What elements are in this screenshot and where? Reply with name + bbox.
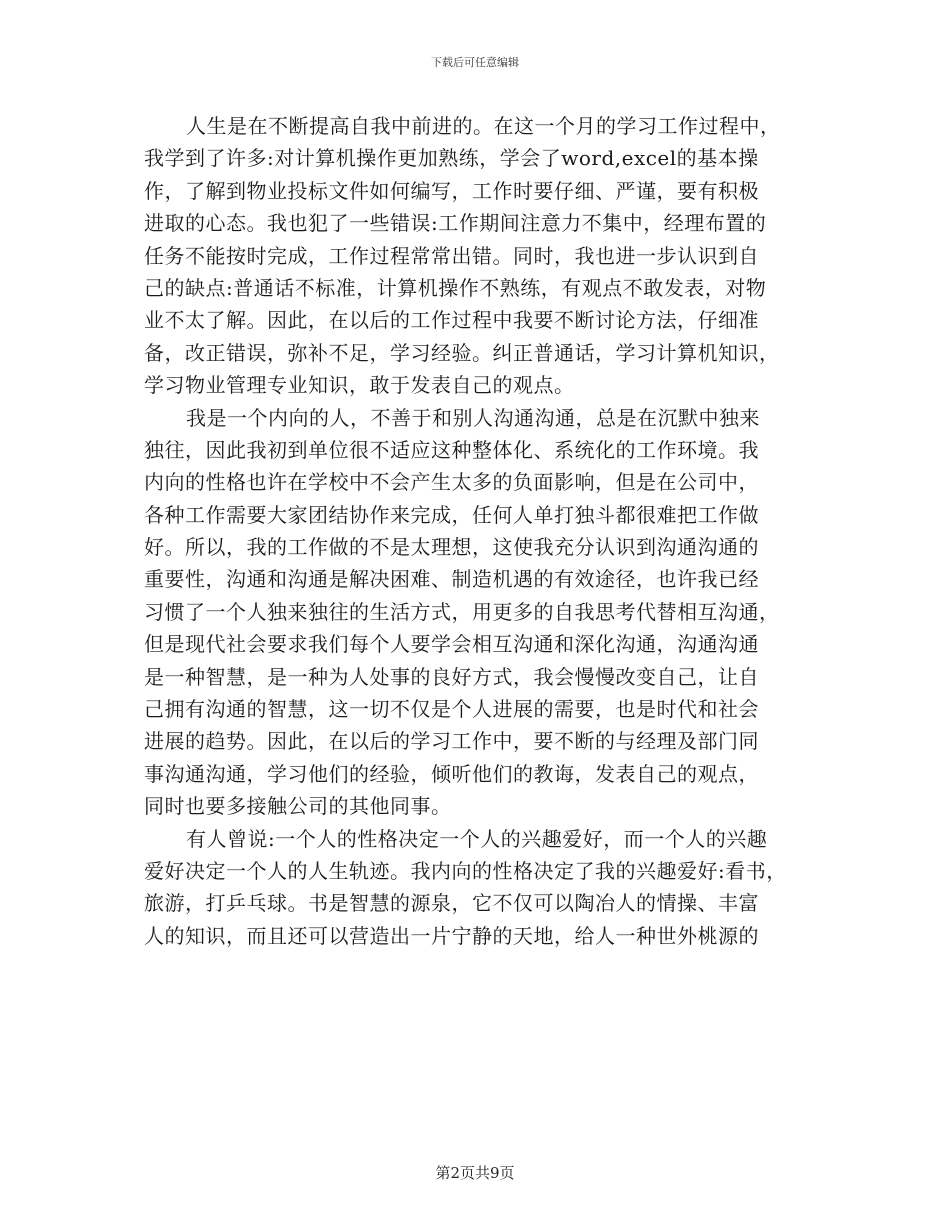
text-line: 习惯了一个人独来独往的生活方式，用更多的自我思考代替相互沟通， — [144, 599, 780, 624]
text-line: 己的缺点:普通话不标准，计算机操作不熟练，有观点不敢发表，对物 — [144, 275, 767, 300]
text-line: 进展的趋势。因此，在以后的学习工作中，要不断的与经理及部门同 — [144, 729, 759, 754]
text-line: 事沟通沟通，学习他们的经验，倾听他们的教诲，发表自己的观点， — [144, 761, 759, 786]
text-line: 业不太了解。因此，在以后的工作过程中我要不断讨论方法，仔细准 — [144, 308, 759, 333]
text-line: 内向的性格也许在学校中不会产生太多的负面影响，但是在公司中， — [144, 470, 759, 495]
text-line: 己拥有沟通的智慧，这一切不仅是个人进展的需要，也是时代和社会 — [144, 697, 759, 722]
text-line: 我是一个内向的人，不善于和别人沟通沟通，总是在沉默中独来 — [186, 405, 760, 430]
document-body — [144, 110, 814, 952]
text-line: 任务不能按时完成，工作过程常常出错。同时，我也进一步认识到自 — [144, 243, 759, 268]
text-line: 人生是在不断提高自我中前进的。在这一个月的学习工作过程中， — [186, 114, 781, 138]
text-line: 好。所以，我的工作做的不是太理想，这使我充分认识到沟通沟通的 — [144, 535, 759, 560]
text-line: 各种工作需要大家团结协作来完成，任何人单打独斗都很难把工作做 — [144, 502, 759, 527]
text-line: 有人曾说:一个人的性格决定一个人的兴趣爱好，而一个人的兴趣 — [186, 826, 768, 851]
text-line: 但是现代社会要求我们每个人要学会相互沟通和深化沟通，沟通沟通 — [144, 632, 759, 657]
text-line: 独往，因此我初到单位很不适应这种整体化、系统化的工作环境。我 — [144, 437, 759, 462]
text-line: 是一种智慧，是一种为人处事的良好方式，我会慢慢改变自己，让自 — [144, 664, 759, 689]
text-line: 我学到了许多:对计算机操作更加熟练，学会了word,excel的基本操 — [144, 146, 759, 171]
text-line: 进取的心态。我也犯了一些错误:工作期间注意力不集中，经理布置的 — [144, 211, 767, 236]
page-number: 第2页共9页 — [435, 1164, 515, 1182]
text-line: 作，了解到物业投标文件如何编写，工作时要仔细、严谨，要有积极 — [144, 178, 759, 203]
text-line: 学习物业管理专业知识，敢于发表自己的观点。 — [144, 373, 575, 398]
text-line: 爱好决定一个人的人生轨迹。我内向的性格决定了我的兴趣爱好:看书， — [144, 858, 787, 883]
text-line: 备，改正错误，弥补不足，学习经验。纠正普通话，学习计算机知识， — [144, 340, 780, 365]
paragraph-2 — [144, 402, 814, 823]
text-line: 人的知识，而且还可以营造出一片宁静的天地，给人一种世外桃源的 — [144, 923, 759, 948]
paragraph-3 — [144, 823, 814, 953]
header-note: 下载后可任意编辑 — [431, 56, 519, 69]
paragraph-1 — [144, 110, 814, 402]
text-line: 重要性，沟通和沟通是解决困难、制造机遇的有效途径，也许我已经 — [144, 567, 759, 592]
text-line: 旅游，打乒乓球。书是智慧的源泉，它不仅可以陶冶人的情操、丰富 — [144, 891, 759, 916]
text-line: 同时也要多接触公司的其他同事。 — [144, 794, 452, 819]
